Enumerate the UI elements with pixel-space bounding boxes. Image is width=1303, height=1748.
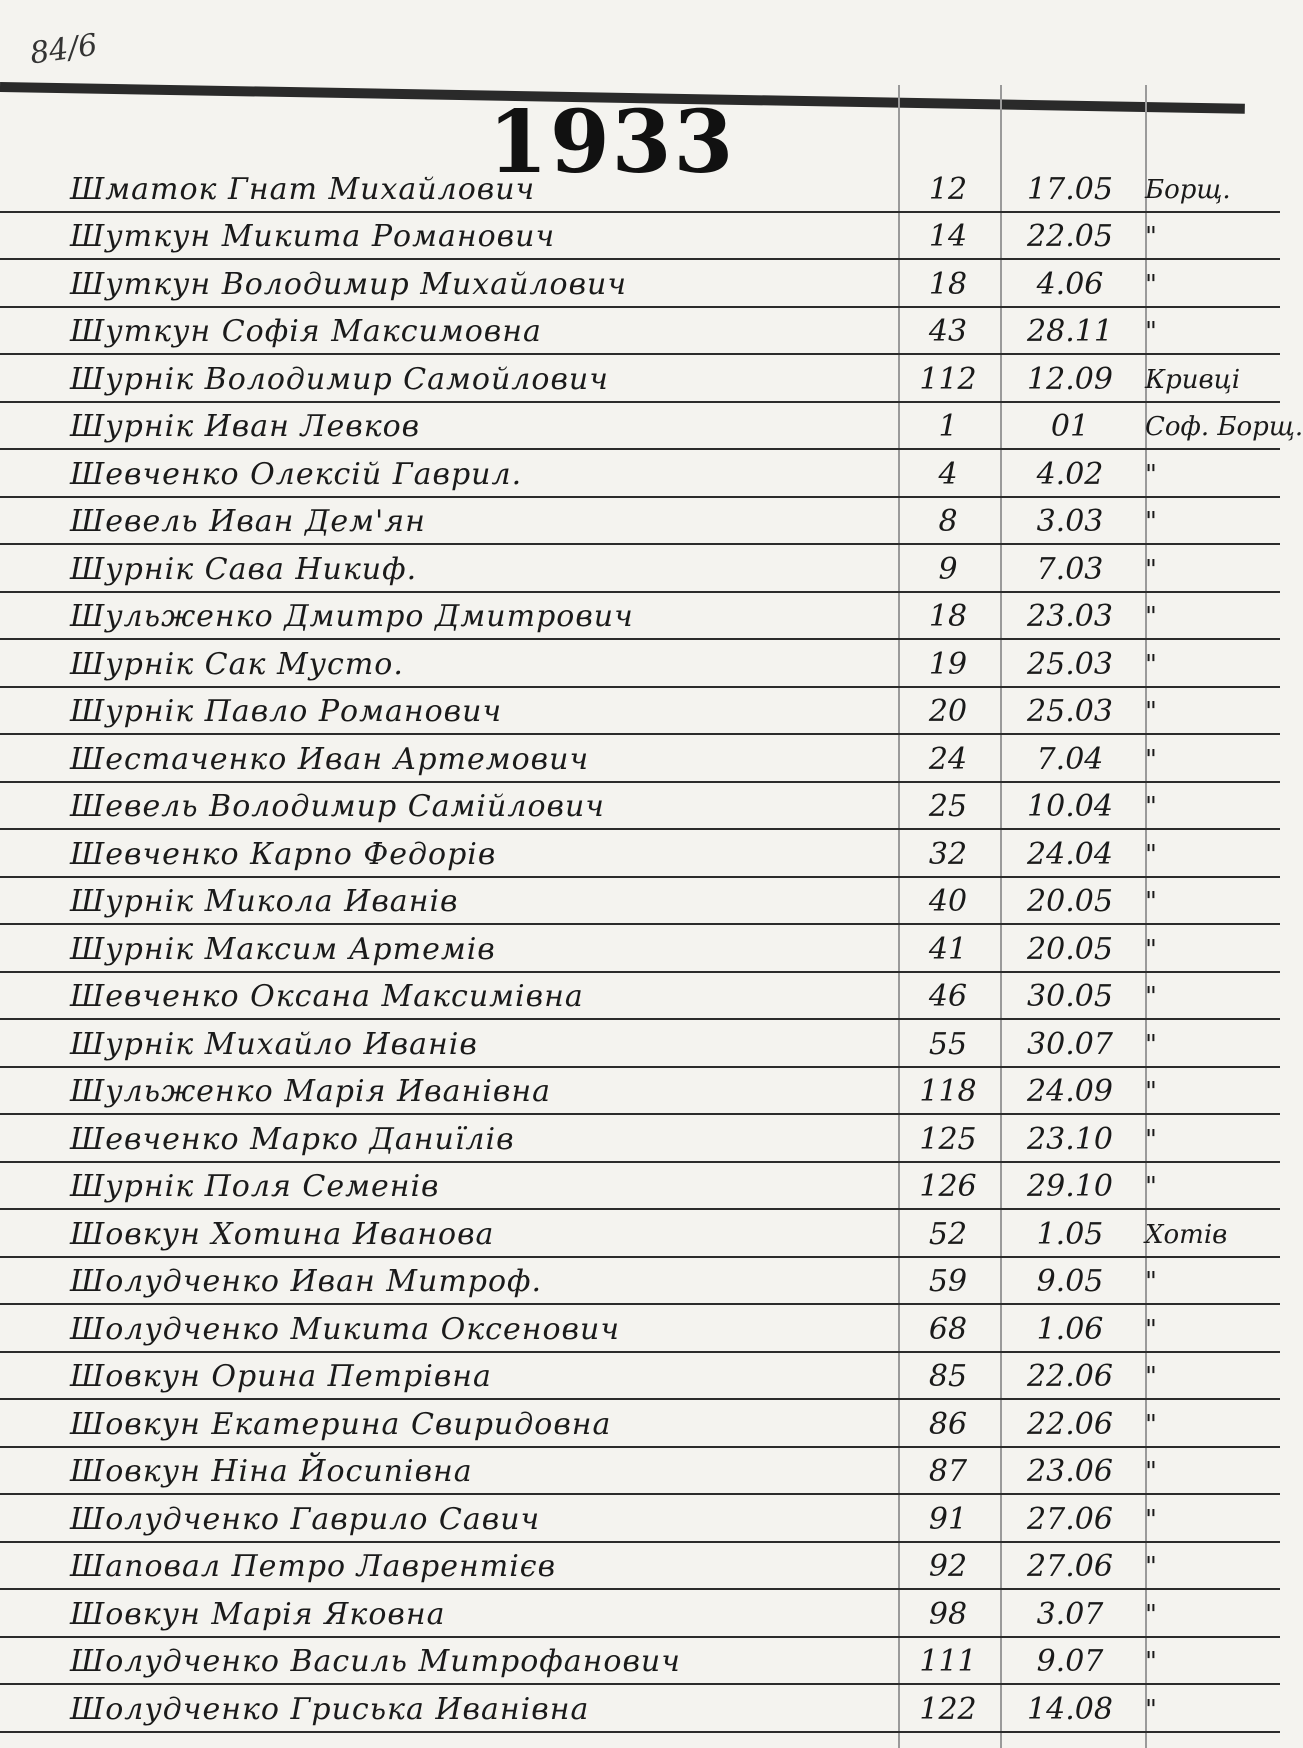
- entry-name: Шевченко Оксана Максимівна: [70, 979, 584, 1014]
- entry-number: 12: [928, 171, 968, 207]
- register-row: [0, 450, 1280, 498]
- entry-place: Соф. Борщ.: [1145, 412, 1303, 442]
- entry-name: Шевченко Марко Даниїлів: [70, 1121, 515, 1157]
- register-row: [0, 1495, 1280, 1543]
- entry-place: ": [1145, 269, 1157, 300]
- entry-date: 3.03: [1036, 504, 1104, 539]
- entry-place: ": [1145, 934, 1157, 965]
- entry-number: 14: [928, 219, 968, 254]
- entry-place: ": [1145, 1267, 1157, 1297]
- entry-date: 1.05: [1036, 1216, 1104, 1252]
- entry-place: ": [1145, 1314, 1157, 1345]
- entry-place: ": [1145, 887, 1157, 917]
- entry-place: ": [1145, 1599, 1157, 1630]
- entry-number: 112: [919, 361, 977, 397]
- register-row: [0, 973, 1280, 1021]
- entry-date: 9.07: [1036, 1644, 1104, 1679]
- entry-number: 24: [928, 741, 968, 777]
- register-row: [0, 1305, 1280, 1353]
- register-row: [0, 640, 1280, 688]
- entry-place: ": [1145, 744, 1157, 775]
- entry-number: 19: [928, 646, 968, 682]
- register-row: [0, 1638, 1280, 1686]
- page-year-heading: 1933: [488, 92, 736, 193]
- entry-name: Шматок Гнат Михайлович: [70, 171, 536, 207]
- entry-name: Шурнік Микола Иванів: [70, 884, 459, 919]
- entry-name: Шовкун Марія Яковна: [70, 1596, 446, 1632]
- entry-name: Шурнік Михайло Иванів: [70, 1026, 478, 1062]
- entry-date: 12.09: [1027, 361, 1113, 397]
- entry-name: Шуткун Софія Максимовна: [70, 314, 542, 349]
- register-row: [0, 1163, 1280, 1211]
- entry-date: 24.09: [1027, 1074, 1113, 1109]
- register-row: [0, 545, 1280, 593]
- entry-date: 17.05: [1027, 171, 1113, 207]
- entry-name: Шовкун Ніна Йосипівна: [70, 1454, 473, 1489]
- entry-number: 91: [928, 1501, 968, 1537]
- register-row: [0, 1590, 1280, 1638]
- entry-place: ": [1145, 459, 1157, 490]
- entry-date: 4.02: [1036, 456, 1104, 492]
- entry-date: 4.06: [1036, 266, 1104, 302]
- entry-number: 125: [919, 1121, 977, 1157]
- entry-number: 87: [928, 1454, 968, 1489]
- register-row: [0, 498, 1280, 546]
- entry-number: 41: [928, 931, 968, 967]
- register-row: [0, 260, 1280, 308]
- entry-number: 55: [928, 1026, 968, 1062]
- entry-date: 22.05: [1027, 219, 1113, 254]
- entry-place: ": [1145, 1647, 1157, 1677]
- entry-number: 46: [928, 979, 968, 1014]
- entry-name: Шурнік Павло Романович: [70, 694, 503, 729]
- register-row: [0, 1448, 1280, 1496]
- entry-date: 10.04: [1027, 789, 1113, 824]
- entry-name: Шуткун Микита Романович: [70, 219, 556, 254]
- entry-name: Шовкун Орина Петрівна: [70, 1359, 492, 1394]
- register-row: [0, 925, 1280, 973]
- entry-date: 7.03: [1036, 551, 1104, 587]
- entry-place: ": [1145, 1504, 1157, 1535]
- entry-date: 1.06: [1036, 1311, 1104, 1347]
- entry-date: 3.07: [1036, 1596, 1104, 1632]
- entry-number: 118: [919, 1074, 977, 1109]
- entry-number: 86: [928, 1406, 968, 1442]
- entry-number: 111: [919, 1644, 977, 1679]
- entry-number: 4: [938, 456, 958, 492]
- register-row: [0, 1353, 1280, 1401]
- register-entries: [0, 165, 1303, 1733]
- entry-place: Борщ.: [1145, 174, 1231, 205]
- register-row: [0, 830, 1280, 878]
- entry-number: 52: [928, 1216, 968, 1252]
- entry-place: ": [1145, 1029, 1157, 1060]
- entry-name: Шовкун Хотина Иванова: [70, 1216, 495, 1252]
- entry-date: 23.10: [1027, 1121, 1113, 1157]
- entry-place: ": [1145, 697, 1157, 727]
- entry-name: Шевченко Олексій Гаврил.: [70, 456, 523, 492]
- entry-number: 25: [928, 789, 968, 824]
- entry-number: 59: [928, 1264, 968, 1299]
- entry-place: ": [1145, 1124, 1157, 1155]
- entry-name: Шурнік Иван Левков: [70, 409, 421, 444]
- entry-place: ": [1145, 1457, 1157, 1487]
- entry-place: ": [1145, 792, 1157, 822]
- register-row: [0, 1210, 1280, 1258]
- register-row: [0, 355, 1280, 403]
- entry-number: 20: [928, 694, 968, 729]
- entry-place: ": [1145, 1409, 1157, 1440]
- entry-date: 29.10: [1027, 1169, 1113, 1204]
- entry-number: 98: [928, 1596, 968, 1632]
- register-row: [0, 403, 1303, 451]
- archive-folio-note: 84/6: [27, 27, 100, 72]
- register-row: [0, 1685, 1280, 1733]
- entry-name: Шурнік Володимир Самойлович: [70, 361, 609, 397]
- entry-date: 22.06: [1027, 1359, 1113, 1394]
- register-row: [0, 1543, 1280, 1591]
- entry-date: 30.07: [1027, 1026, 1113, 1062]
- entry-place: ": [1145, 839, 1157, 870]
- entry-place: ": [1145, 1694, 1157, 1725]
- entry-number: 9: [938, 551, 958, 587]
- entry-number: 122: [919, 1691, 977, 1727]
- entry-name: Шевель Иван Дем'ян: [70, 504, 426, 539]
- entry-name: Шестаченко Иван Артемович: [70, 741, 590, 777]
- register-row: [0, 165, 1280, 213]
- register-row: [0, 1258, 1280, 1306]
- entry-name: Шурнік Сава Никиф.: [70, 551, 418, 587]
- entry-name: Шолудченко Иван Митроф.: [70, 1264, 543, 1299]
- register-row: [0, 735, 1280, 783]
- entry-date: 27.06: [1027, 1549, 1113, 1584]
- entry-place: ": [1145, 982, 1157, 1012]
- entry-date: 30.05: [1027, 979, 1113, 1014]
- entry-name: Шолудченко Василь Митрофанович: [70, 1644, 681, 1679]
- entry-name: Шурнік Сак Мусто.: [70, 646, 404, 682]
- register-row: [0, 213, 1280, 261]
- entry-place: ": [1145, 1552, 1157, 1582]
- entry-date: 23.06: [1027, 1454, 1113, 1489]
- entry-place: ": [1145, 1362, 1157, 1392]
- entry-number: 85: [928, 1359, 968, 1394]
- entry-name: Шульженко Дмитро Дмитрович: [70, 599, 634, 634]
- entry-date: 25.03: [1027, 694, 1113, 729]
- entry-name: Шевченко Карпо Федорів: [70, 836, 497, 872]
- entry-place: ": [1145, 602, 1157, 632]
- entry-name: Шевель Володимир Самійлович: [70, 789, 605, 824]
- entry-place: ": [1145, 507, 1157, 537]
- entry-name: Шурнік Поля Семенів: [70, 1169, 440, 1204]
- entry-place: Хотів: [1145, 1219, 1228, 1250]
- entry-name: Шуткун Володимир Михайлович: [70, 266, 628, 302]
- entry-name: Шолудченко Гриська Иванівна: [70, 1691, 590, 1727]
- register-row: [0, 1115, 1280, 1163]
- entry-date: 25.03: [1027, 646, 1113, 682]
- register-row: [0, 593, 1280, 641]
- register-row: [0, 783, 1280, 831]
- entry-number: 92: [928, 1549, 968, 1584]
- entry-date: 23.03: [1027, 599, 1113, 634]
- entry-date: 27.06: [1027, 1501, 1113, 1537]
- entry-date: 24.04: [1027, 836, 1113, 872]
- entry-place: ": [1145, 222, 1157, 252]
- entry-number: 43: [928, 314, 968, 349]
- entry-number: 32: [928, 836, 968, 872]
- entry-date: 22.06: [1027, 1406, 1113, 1442]
- entry-date: 01: [1050, 409, 1090, 444]
- register-row: [0, 1068, 1280, 1116]
- entry-date: 20.05: [1027, 931, 1113, 967]
- entry-place: ": [1145, 317, 1157, 347]
- register-row: [0, 688, 1280, 736]
- entry-place: ": [1145, 649, 1157, 680]
- entry-date: 14.08: [1027, 1691, 1113, 1727]
- entry-place: Кривці: [1145, 364, 1241, 395]
- entry-number: 1: [938, 409, 958, 444]
- entry-place: ": [1145, 554, 1157, 585]
- entry-date: 9.05: [1036, 1264, 1104, 1299]
- register-row: [0, 878, 1280, 926]
- entry-name: Шаповал Петро Лаврентієв: [70, 1549, 557, 1584]
- entry-number: 68: [928, 1311, 968, 1347]
- register-row: [0, 1400, 1280, 1448]
- entry-place: ": [1145, 1172, 1157, 1202]
- entry-name: Шолудченко Микита Оксенович: [70, 1311, 620, 1347]
- entry-number: 40: [928, 884, 968, 919]
- entry-name: Шурнік Максим Артемів: [70, 931, 496, 967]
- entry-date: 7.04: [1036, 741, 1104, 777]
- entry-number: 18: [928, 266, 968, 302]
- entry-number: 8: [938, 504, 958, 539]
- entry-number: 18: [928, 599, 968, 634]
- entry-name: Шовкун Екатерина Свиридовна: [70, 1406, 612, 1442]
- entry-date: 28.11: [1027, 314, 1113, 349]
- entry-place: ": [1145, 1077, 1157, 1107]
- entry-number: 126: [919, 1169, 977, 1204]
- register-row: [0, 1020, 1280, 1068]
- register-row: [0, 308, 1280, 356]
- entry-name: Шолудченко Гаврило Савич: [70, 1501, 541, 1537]
- entry-name: Шульженко Марія Иванівна: [70, 1074, 551, 1109]
- entry-date: 20.05: [1027, 884, 1113, 919]
